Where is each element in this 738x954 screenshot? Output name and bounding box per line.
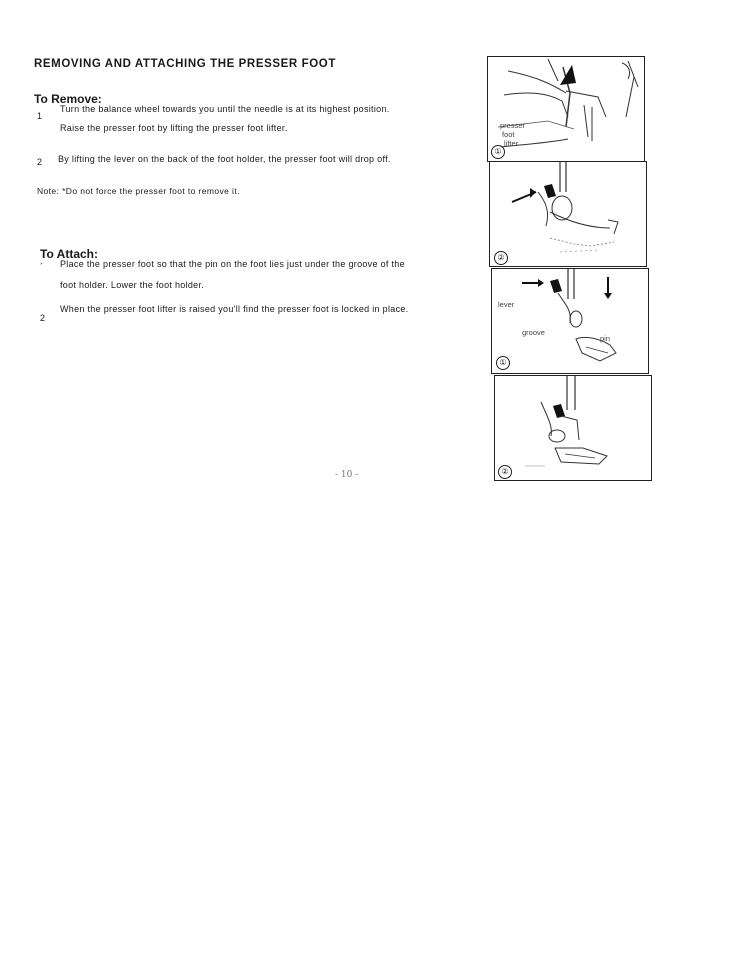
remove-step-1-number: 1 <box>37 111 43 121</box>
figure-4-foot-locked <box>494 375 652 481</box>
figure-3-label-lever: lever <box>498 300 515 309</box>
figure-1-label-presser: presser <box>500 121 526 130</box>
remove-note: Note: *Do not force the presser foot to remove it. <box>37 186 240 196</box>
figure-3-label-pin: pin <box>600 334 611 343</box>
figure-1-label-lifter: lifter <box>504 139 519 148</box>
attach-step-2-line1: When the presser foot lifter is raised you'll find the presser foot is locked in place. <box>60 304 409 314</box>
attach-step-2-number: 2 <box>40 313 46 323</box>
figure-2-drawing <box>490 162 646 266</box>
figure-1-label-foot: foot <box>502 130 515 139</box>
figure-3-number: ① <box>496 356 510 370</box>
attach-step-1-number: ´ <box>40 262 43 272</box>
figure-2-number: ② <box>494 251 508 265</box>
remove-step-1-line1: Turn the balance wheel towards you until the needle is at its highest position. <box>60 104 390 114</box>
page-number: - 10 - <box>335 470 359 480</box>
figure-3-groove-and-pin <box>491 268 649 374</box>
figure-1-presser-foot-lifter <box>487 56 645 162</box>
figure-4-number: ② <box>498 465 512 479</box>
remove-step-2-line1: By lifting the lever on the back of the foot holder, the presser foot will drop off. <box>58 154 391 164</box>
attach-step-1-line1: Place the presser foot so that the pin on the foot lies just under the groove of the <box>60 259 405 269</box>
remove-step-2-number: 2 <box>37 157 43 167</box>
figure-1-number: ① <box>491 145 505 159</box>
figure-3-drawing <box>492 269 648 373</box>
remove-step-1-line2: Raise the presser foot by lifting the presser foot lifter. <box>60 123 288 133</box>
remove-heading: To Remove: <box>34 92 102 106</box>
figure-4-drawing <box>495 376 651 480</box>
page-title: REMOVING AND ATTACHING THE PRESSER FOOT <box>34 58 336 70</box>
attach-heading: To Attach: <box>40 247 98 261</box>
figure-3-label-groove: groove <box>522 328 545 337</box>
figure-2-lever-drop <box>489 161 647 267</box>
attach-step-1-line2: foot holder. Lower the foot holder. <box>60 280 205 290</box>
